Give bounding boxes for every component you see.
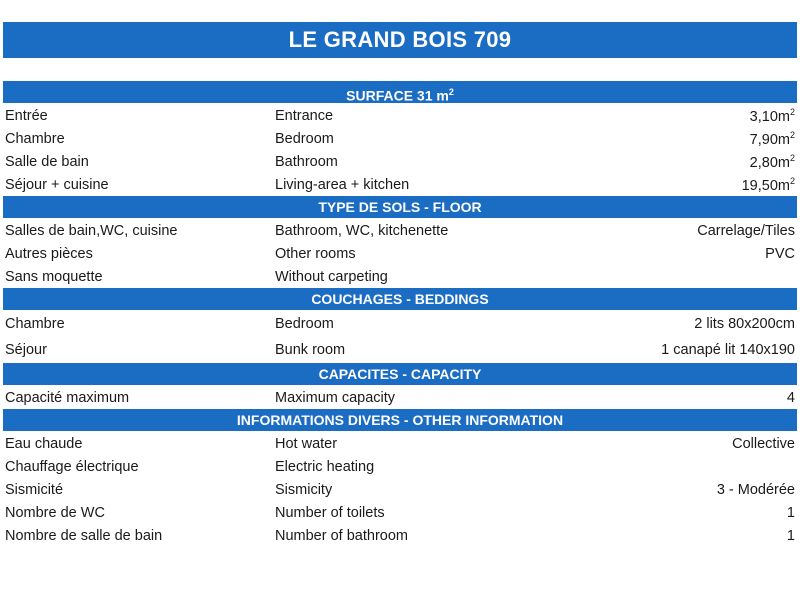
table-row [3,478,797,501]
section-header-other: INFORMATIONS DIVERS - OTHER INFORMATION [3,409,797,432]
table-row [3,150,797,173]
value: $19,50m^2$ [741,175,795,194]
label-en: Living-area + kitchen [275,176,410,193]
value: 4 [786,389,795,406]
label-en: Bunk room [275,342,346,358]
label-fr: Séjour + cuisine [5,176,109,193]
label-en: Number of toilets [275,504,385,521]
value: $3,10m^2$ [749,106,795,125]
table-row [3,337,797,363]
label-en: Bathroom, WC, kitchenette [275,222,449,239]
table-row [3,127,797,150]
value: PVC [765,245,795,262]
value: $2,80m^2$ [749,152,795,171]
label-fr: Sans moquette [5,268,103,285]
label-fr: Chambre [5,316,65,332]
table-row [3,432,797,455]
section-header-beddings: COUCHAGES - BEDDINGS [3,288,797,311]
label-en: Number of bathroom [275,527,408,544]
section-header-floor: TYPE DE SOLS - FLOOR [3,196,797,219]
table-row [3,524,797,547]
table-row [3,386,797,409]
label-fr: Chauffage électrique [5,458,139,475]
value: 3 - Modérée [716,481,795,498]
label-fr: Chambre [5,130,65,147]
value: Carrelage/Tiles [697,222,795,239]
label-fr: Autres pièces [5,245,93,262]
label-fr: Salles de bain,WC, cuisine [5,222,178,239]
value: 1 canapé lit 140x190 [661,342,795,358]
label-en: Bathroom [275,153,338,170]
table-row [3,455,797,478]
table-row [3,173,797,196]
value: Collective [732,435,795,452]
info-sheet [3,81,797,547]
table-row [3,311,797,337]
label-fr: Sismicité [5,481,64,498]
value: $7,90m^2$ [749,129,795,148]
table-row [3,501,797,524]
label-en: Maximum capacity [275,389,396,406]
page-title: LE GRAND BOIS 709 [288,27,512,52]
label-en: Other rooms [275,245,356,262]
table-row [3,219,797,242]
value: 1 [786,504,795,521]
label-en: Hot water [275,435,338,452]
label-fr: Séjour [5,342,47,358]
section-header-capacity: CAPACITES - CAPACITY [3,363,797,386]
label-fr: Salle de bain [5,153,89,170]
label-fr: Nombre de WC [5,504,105,521]
label-fr: Eau chaude [5,435,83,452]
table-row [3,265,797,288]
label-fr: Capacité maximum [5,389,130,406]
label-en: Entrance [275,107,334,124]
label-en: Bedroom [275,316,334,332]
label-en: Without carpeting [275,268,388,285]
label-en: Electric heating [275,458,375,475]
label-fr: Nombre de salle de bain [5,527,163,544]
section-header-surface: SURFACE 31 $m^2$ [3,81,797,104]
table-row [3,104,797,127]
table-row [3,242,797,265]
title-bar [3,22,797,58]
label-en: Bedroom [275,130,334,147]
label-fr: Entrée [5,107,48,124]
value: 2 lits 80x200cm [694,316,795,332]
label-en: Sismicity [275,481,333,498]
value: 1 [786,527,795,544]
